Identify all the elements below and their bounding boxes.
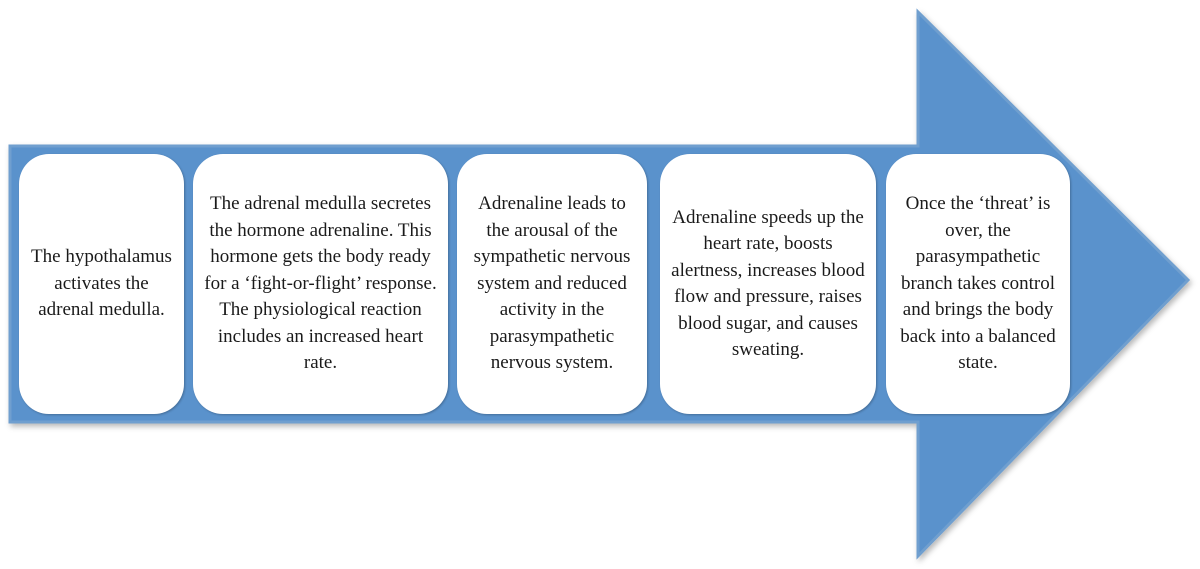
step-box-4 — [660, 154, 876, 414]
step-text-5: Once the ‘threat’ is over, the parasympathetic branch takes control and brings the body back into a balanced state. — [900, 193, 1056, 374]
step-text-1: The hypothalamus activates the adrenal medulla. — [31, 246, 172, 321]
step-box-3 — [457, 154, 647, 414]
step-text-3: Adrenaline leads to the arousal of the sympathetic nervous system and reduced activity in the parasympathetic nervous system. — [473, 193, 631, 374]
step-text-2: The adrenal medulla secretes the hormone adrenaline. This hormone gets the body ready for a ‘fight-or-flight’ response. The physiological reaction includes an increased heart rate. — [204, 193, 437, 374]
step-box-5 — [886, 154, 1070, 414]
step-box-2 — [193, 154, 448, 414]
step-box-1 — [19, 154, 184, 414]
step-text-4: Adrenaline speeds up the heart rate, boosts alertness, increases blood flow and pressure, raises blood sugar, and causes sweating. — [671, 206, 865, 360]
